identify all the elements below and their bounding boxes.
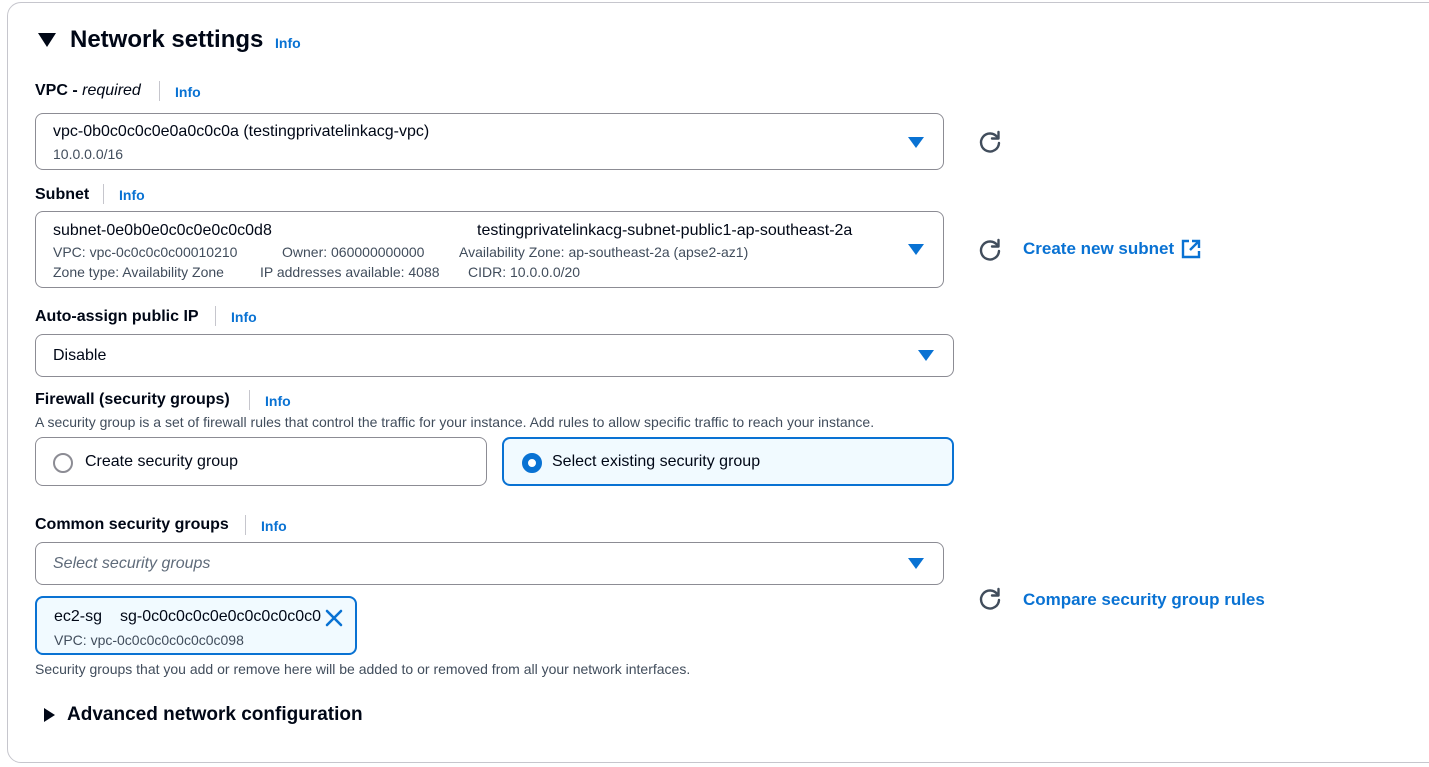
- subnet-info-link[interactable]: Info: [119, 187, 145, 203]
- subnet-vpc: VPC: vpc-0c0c0c0c00010210: [53, 244, 238, 260]
- common-sg-label: Common security groups: [35, 516, 229, 533]
- radio-existing[interactable]: [522, 453, 542, 473]
- auto-assign-info-link[interactable]: Info: [231, 309, 257, 325]
- create-subnet-label: Create new subnet: [1023, 239, 1175, 258]
- refresh-icon[interactable]: [977, 129, 1003, 155]
- divider: [249, 390, 250, 410]
- close-icon[interactable]: [324, 608, 344, 628]
- token-sg-id: sg-0c0c0c0c0e0c0c0c0c0c0: [120, 608, 322, 625]
- create-subnet-link[interactable]: [1023, 239, 1201, 259]
- refresh-icon[interactable]: [977, 586, 1003, 612]
- divider: [215, 306, 216, 326]
- vpc-label: VPC - required: [35, 82, 141, 99]
- collapse-caret-icon[interactable]: [38, 33, 56, 47]
- subnet-cidr: CIDR: 10.0.0.0/20: [468, 264, 581, 280]
- vpc-info-link[interactable]: Info: [175, 84, 201, 100]
- security-groups-placeholder: Select security groups: [53, 555, 211, 572]
- vpc-cidr: 10.0.0.0/16: [53, 146, 124, 162]
- security-groups-footer: Security groups that you add or remove here will be added to or removed from all your network interfaces.: [35, 661, 691, 677]
- subnet-label: Subnet: [35, 186, 90, 203]
- required-marker: required: [82, 82, 141, 99]
- external-link-icon: [1181, 239, 1201, 259]
- auto-assign-label: Auto-assign public IP: [35, 308, 199, 325]
- security-groups-multiselect[interactable]: [35, 542, 944, 585]
- vpc-selected-value: vpc-0b0c0c0c0e0a0c0c0a (testingprivatelinkacg-vpc): [53, 123, 430, 140]
- auto-assign-value: Disable: [53, 347, 107, 364]
- token-sg-name: ec2-sg: [54, 608, 103, 625]
- chevron-down-icon: [908, 137, 924, 148]
- chevron-down-icon: [908, 558, 924, 569]
- divider: [159, 81, 160, 101]
- compare-security-group-rules-link[interactable]: Compare security group rules: [1023, 590, 1265, 609]
- create-security-group-option[interactable]: [35, 437, 487, 486]
- subnet-az: Availability Zone: ap-southeast-2a (apse2-az1): [459, 244, 749, 260]
- create-security-group-label: Create security group: [85, 453, 238, 470]
- refresh-icon[interactable]: [977, 237, 1003, 263]
- subnet-owner: Owner: 060000000000: [282, 244, 425, 260]
- select-existing-security-group-label: Select existing security group: [552, 453, 761, 470]
- divider: [103, 184, 104, 204]
- section-info-link[interactable]: Info: [275, 35, 301, 51]
- security-group-token: [35, 596, 357, 655]
- advanced-network-configuration-toggle[interactable]: [44, 704, 363, 726]
- chevron-down-icon: [908, 244, 924, 255]
- select-existing-security-group-option[interactable]: [502, 437, 954, 486]
- expand-caret-icon: [44, 708, 55, 722]
- chevron-down-icon: [918, 350, 934, 361]
- subnet-ips: IP addresses available: 4088: [260, 264, 440, 280]
- token-sg-vpc: VPC: vpc-0c0c0c0c0c0c0c098: [54, 632, 244, 648]
- firewall-label: Firewall (security groups): [35, 391, 230, 408]
- radio-create[interactable]: [53, 453, 73, 473]
- auto-assign-select[interactable]: [35, 334, 954, 377]
- common-sg-info-link[interactable]: Info: [261, 518, 287, 534]
- subnet-select[interactable]: [35, 211, 944, 288]
- subnet-id: subnet-0e0b0e0c0c0e0c0c0d8: [53, 222, 272, 239]
- vpc-select[interactable]: [35, 113, 944, 170]
- section-title: Network settings: [70, 26, 264, 53]
- subnet-zone-type: Zone type: Availability Zone: [53, 264, 224, 280]
- divider: [245, 515, 246, 535]
- firewall-description: A security group is a set of firewall rules that control the traffic for your instance. Add rules to allow specific traffic to reach your instance.: [35, 414, 875, 430]
- advanced-network-configuration-title: Advanced network configuration: [67, 704, 363, 725]
- firewall-info-link[interactable]: Info: [265, 393, 291, 409]
- subnet-name: testingprivatelinkacg-subnet-public1-ap-southeast-2a: [477, 222, 853, 239]
